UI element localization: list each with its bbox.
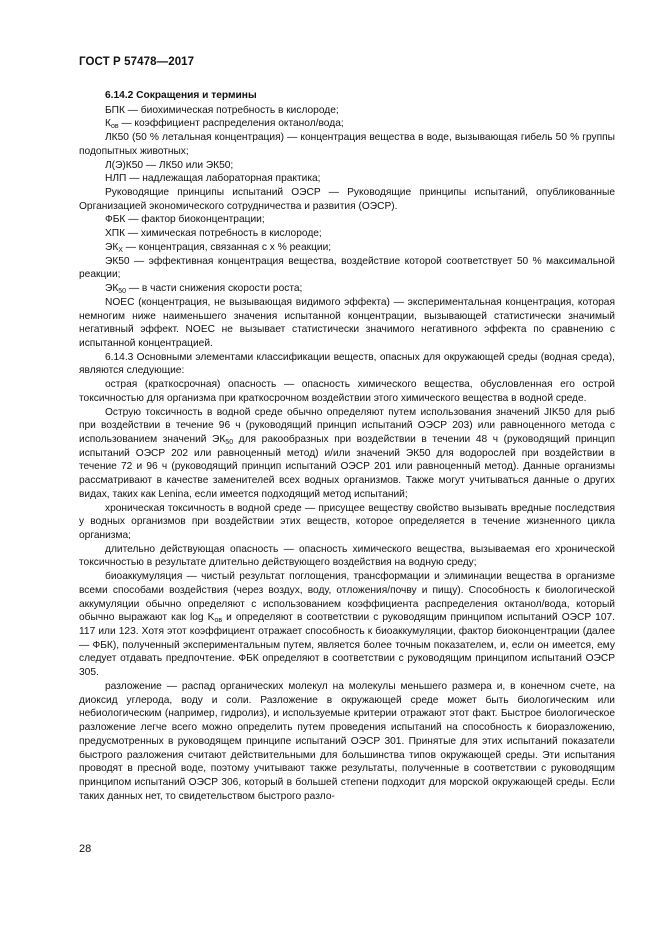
term-oecd: Руководящие принципы испытаний ОЭСР — Руководящие принципы испытаний, опубликованные Организацией экономического сотрудничества и развития (ОЭСР). bbox=[79, 187, 615, 212]
paragraph-bioaccumulation: биоаккумуляция — чистый результат поглощения, трансформации и элиминации вещества в организме всеми способами воздействия (через воздух, воду, отложения/почву и пищу). Способность к биологической аккумуляции обычно определяют с использованием коэффициента распределения октанол/вода, который обычно выражают как $\log K_{ов}$ и определяют в соответствии с руководящим принципом испытаний ОЭСР 107. 117 или 123. Хотя этот коэффициент отражает способность к биоаккумуляции, фактор биоконцентрации (далее — ФБК), полученный экспериментальным путем, является более точным показателем, и, если он имеется, ему следует отдавать предпочтение. ФБК определяют в соответствии с руководящим принципом испытаний ОЭСР 305. bbox=[79, 571, 615, 679]
paragraph-acute: острая (краткосрочная) опасность — опасность химического вещества, обусловленная его острой токсичностью для организма при краткосрочном воздействии этого химического вещества в водной среде. bbox=[79, 379, 615, 404]
main-content bbox=[79, 89, 615, 803]
paragraph-long-term: длительно действующая опасность — опасность химического вещества, вызываемая его хронической токсичностью в результате длительно действующего воздействия на водную среду; bbox=[79, 543, 615, 569]
term-lk50: ЛК50 (50 % летальная концентрация) — концентрация вещества в воде, вызывающая гибель 50 % группы подопытных животных; bbox=[79, 132, 615, 157]
term-lek50: Л(Э)К50 — ЛК50 или ЭК50; bbox=[105, 159, 234, 171]
term-fbk: ФБК — фактор биоконцентрации; bbox=[105, 214, 265, 226]
term-kow: $К_{ов}$ — коэффициент распределения октанол/вода; bbox=[105, 118, 344, 131]
term-bpk: БПК — биохимическая потребность в кислороде; bbox=[105, 104, 339, 116]
paragraph-degradation: разложение — распад органических молекул на молекулы меньшего размера и, в конечном счете, на диоксид углерода, воду и соли. Разложение в окружающей среде может быть биологическим или небиологическим (например, гидролиз), и используемые критерии отражают этот факт. Быстрое биологическое разложение легче всего можно определить путем проведения испытаний на способность к биоразложению, предусмотренных в руководящем принципе испытаний ОЭСР 301. Принятые для этих испытаний показатели быстрого разложения считают действительными для большинства типов окружающей среды. Эти испытания проводят в пресной воде, поэтому учитывают также результаты, полученные в соответствии с руководящим принципом испытаний ОЭСР 306, который в большей степени подходит для морской окружающей среды. Если таких данных нет, то свидетельством быстрого разло- bbox=[79, 680, 615, 802]
term-ekx: $ЭК_X$ — концентрация, связанная с x % реакции; bbox=[105, 241, 332, 254]
section-heading: 6.14.2 Сокращения и термины bbox=[105, 90, 257, 101]
term-nlp: НЛП — надлежащая лабораторная практика; bbox=[105, 173, 321, 185]
term-noec: NOEC (концентрация, не вызывающая видимого эффекта) — экспериментальная концентрация, которая немногим ниже наименьшего значения испытанной концентрации, вызывающей статистически значимый негативный эффект. NOEC не вызывает статистически значимого негативного эффекта по сравнению с испытанной концентрацией. bbox=[79, 296, 615, 349]
page-number: 28 bbox=[79, 843, 92, 855]
paragraph-toxicity: Острую токсичность в водной среде обычно определяют путем использования значений JIK50 для рыб при воздействии в течение 96 ч (руководящий принцип испытаний ОЭСР 203) или равноценного метода с использованием значений $ЭК_{50}$ для ракообразных при воздействии в течении 48 ч (руководящий принцип испытаний ОЭСР 202 или равноценный метод) и/или значений ЭК50 для водорослей при воздействии в течение 72 и 96 ч (руководящий принцип испытаний ОЭСР 201 или равноценный метод). Данные организмы рассматривают в качестве заменителей всех водных организмов. Также могут учитываться данные о других видах, таких как Lenina, если имеется подходящий метод испытаний; bbox=[79, 406, 615, 500]
term-ek50-growth: $ЭК_{50}$ — в части снижения скорости роста; bbox=[105, 283, 303, 296]
paragraph-6-14-3: 6.14.3 Основными элементами классификации веществ, опасных для окружающей среды (водная среда), являются следующие: bbox=[79, 351, 615, 377]
document-id: ГОСТ Р 57478—2017 bbox=[79, 56, 195, 68]
paragraph-chronic: хроническая токсичность в водной среде — присущее веществу свойство вызывать вредные последствия у водных организмов при воздействии этих веществ, которое определяется в течение жизненного цикла организма; bbox=[79, 502, 615, 541]
term-hpk: ХПК — химическая потребность в кислороде; bbox=[105, 228, 322, 240]
term-ek50: ЭК50 — эффективная концентрация вещества, воздействие которой соответствует 50 % максимальной реакции; bbox=[79, 255, 615, 281]
